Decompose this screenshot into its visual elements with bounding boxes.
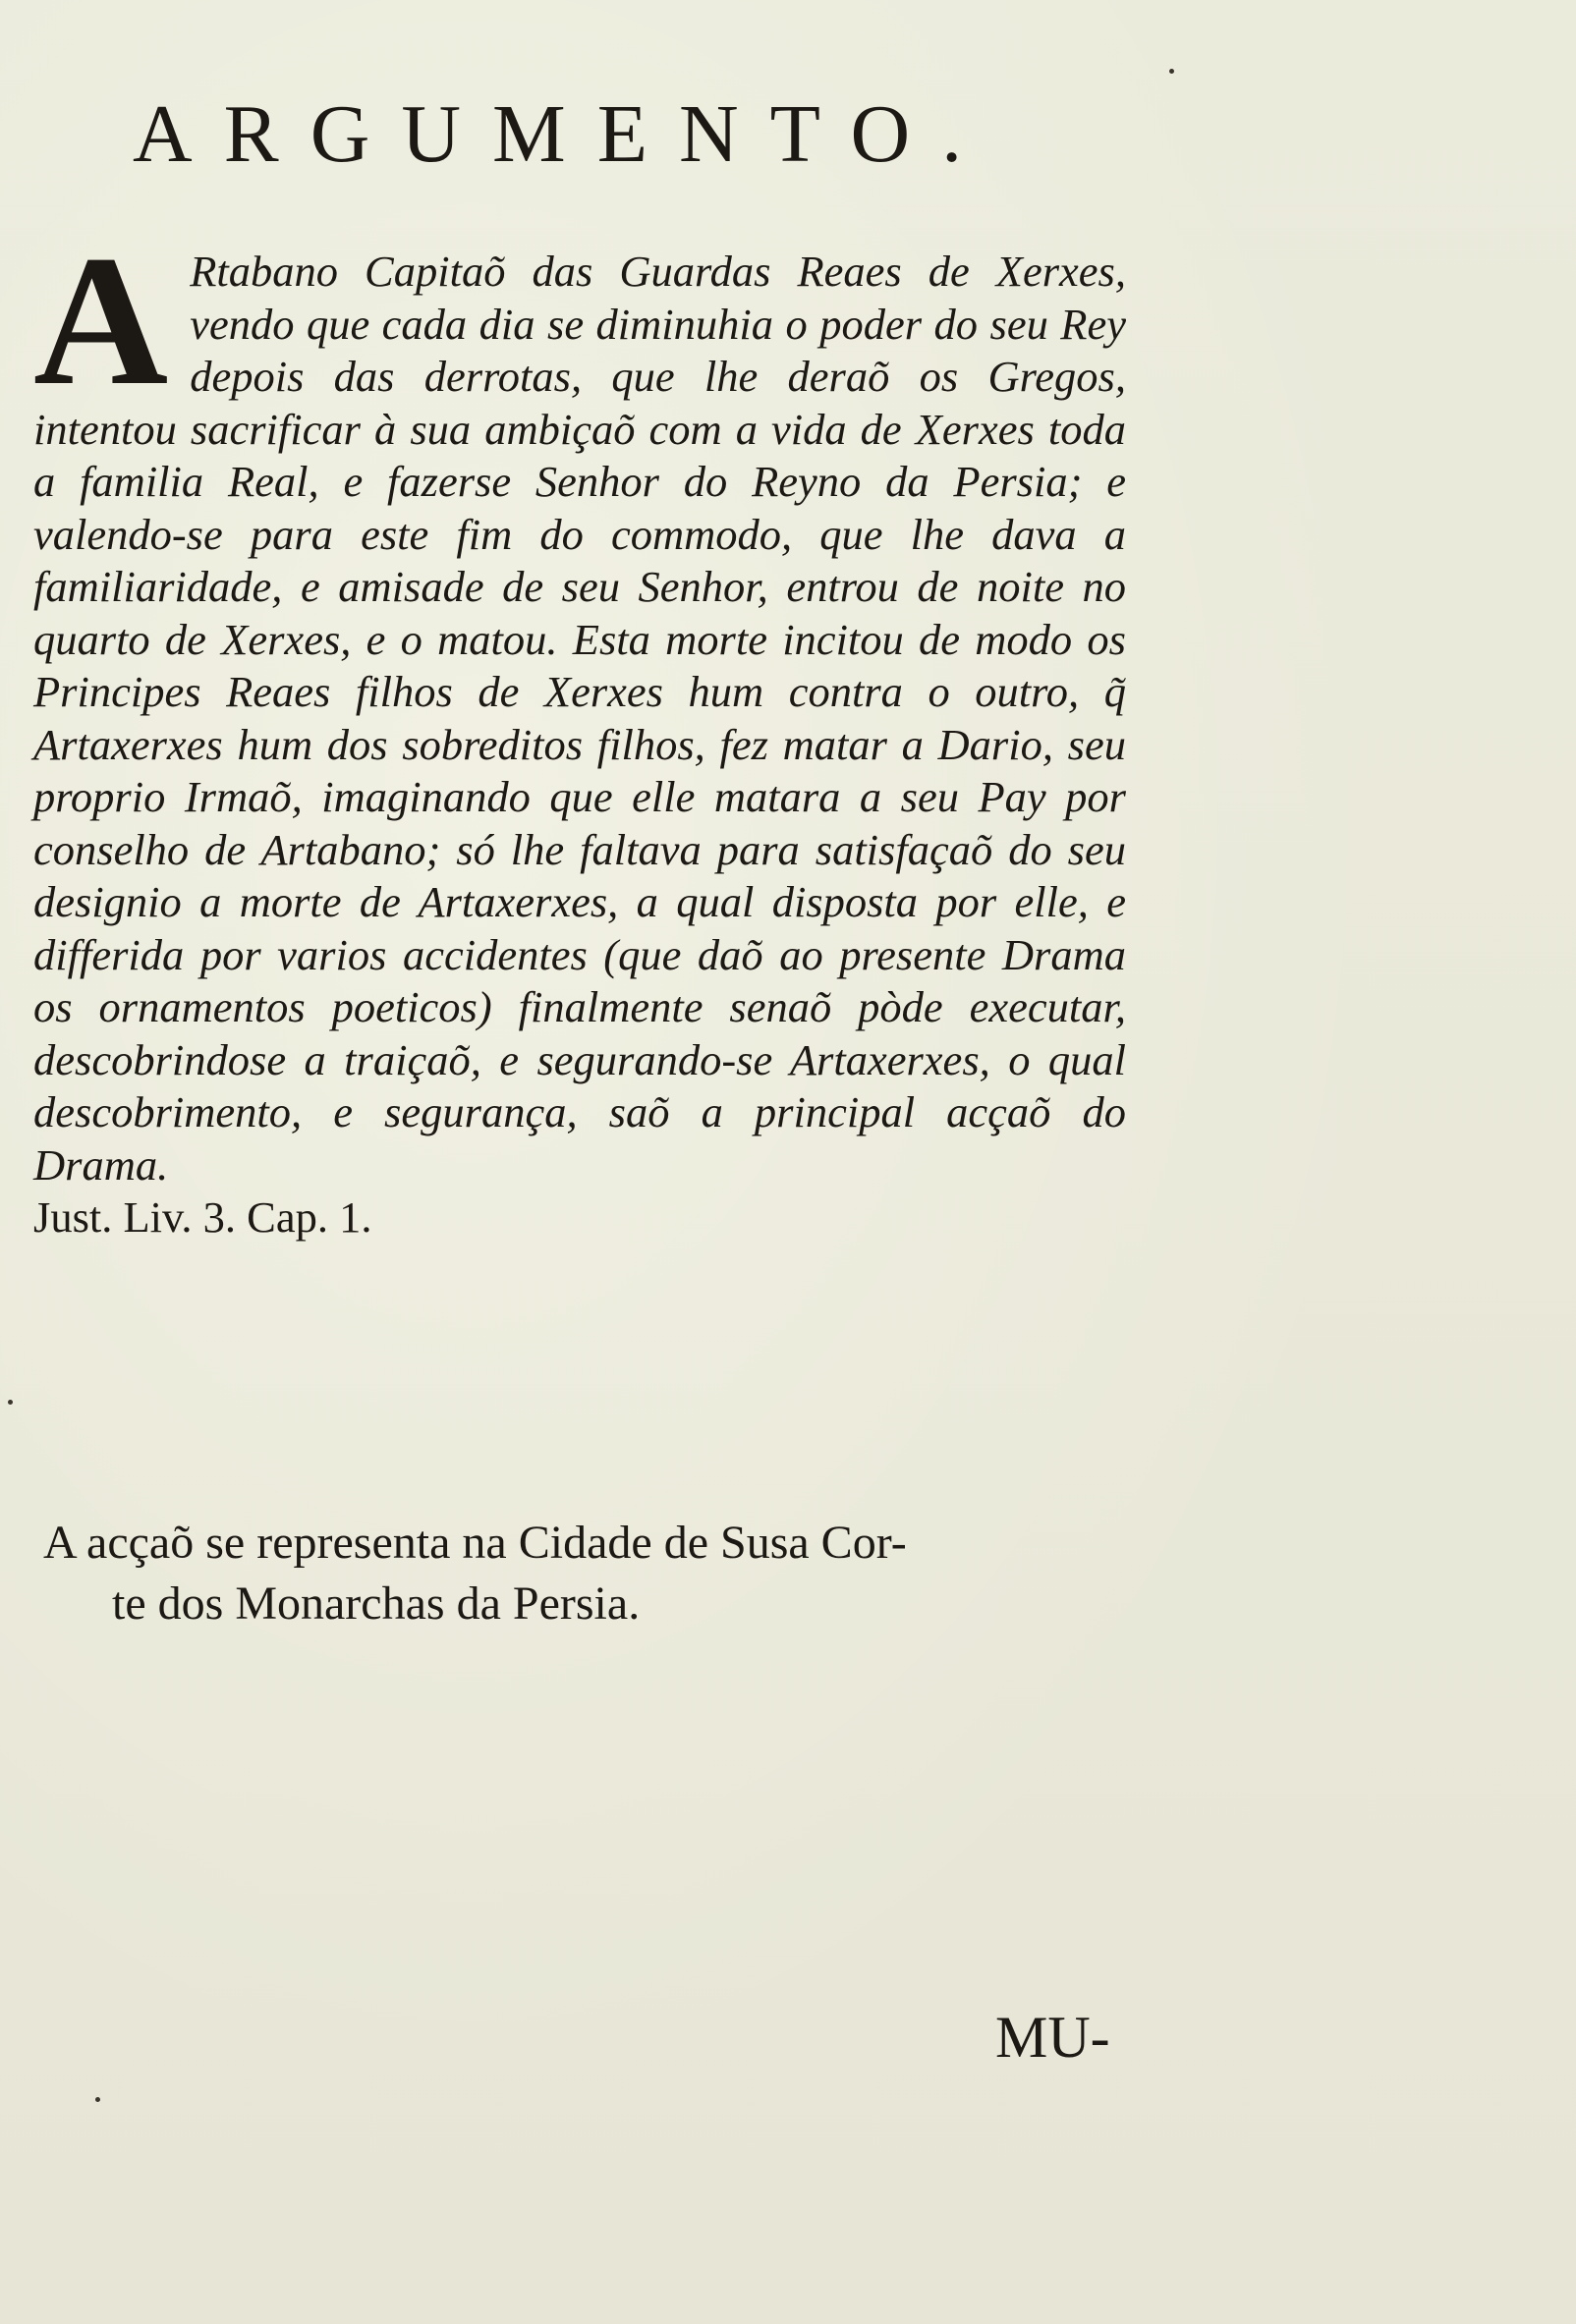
drop-cap: A [33,218,169,424]
ink-speck [1169,69,1174,74]
argument-paragraph [33,218,1126,1245]
source-reference: Just. Liv. 3. Cap. 1. [33,1192,372,1242]
show-through [118,59,133,127]
scene-note [43,1513,1134,1634]
ink-speck [8,1400,13,1405]
page-title: ARGUMENTO. [133,88,994,180]
scene-line-2: te dos Monarchas da Persia. [112,1577,641,1630]
scene-line-1: A acçaõ se representa na Cidade de Susa Cor- [43,1517,907,1569]
ink-speck [95,2097,100,2102]
catchword: MU- [995,2005,1110,2070]
argument-text: Rtabano Capitaõ das Guardas Reaes de Xerxes, vendo que cada dia se diminuhia o poder do seu Rey depois das derrotas, que lhe deraõ os Gregos, intentou sacrificar à sua ambiçaõ com a vida de Xerxes toda a familia Real, e fazerse Senhor do Reyno da Persia; e valendo-se para este fim do commodo, que lhe dava a familiaridade, e amisade de seu Senhor, entrou de noite no quarto de Xerxes, e o matou. Esta morte incitou de modo os Principes Reaes filhos de Xerxes hum contra o outro, q̃ Artaxerxes hum dos sobreditos filhos, fez matar a Dario, seu proprio Irmaõ, imaginando que elle matara a seu Pay por conselho de Artabano; só lhe faltava para satisfaçaõ do seu designio a morte de Artaxerxes, a qual disposta por elle, e differida por varios accidentes (que daõ ao presente Drama os ornamentos poeticos) finalmente senaõ pòde executar, descobrindose a traiçaõ, e segurando-se Artaxerxes, o qual descobrimento, e segurança, saõ a principal acçaõ do Drama. [33,247,1126,1190]
